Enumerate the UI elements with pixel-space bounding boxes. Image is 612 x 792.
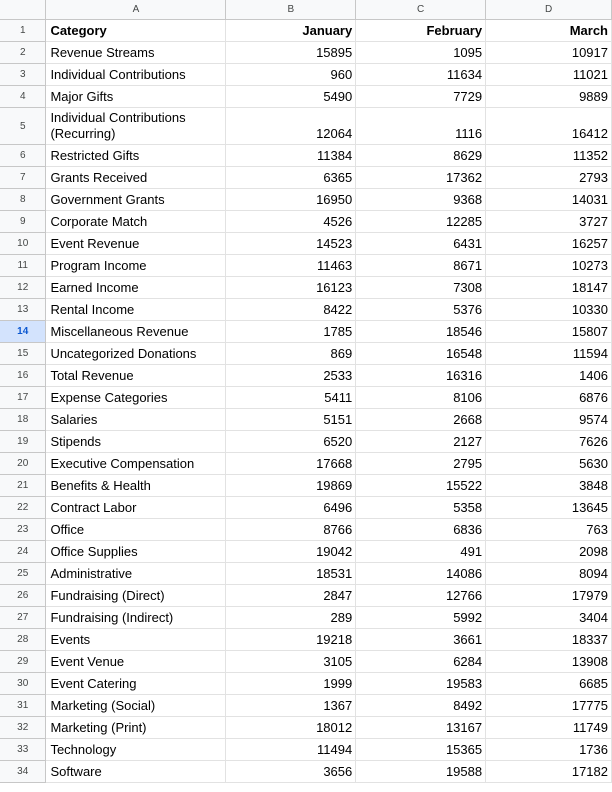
- cell-category[interactable]: Restricted Gifts: [46, 145, 226, 167]
- cell-january[interactable]: 16950: [226, 189, 356, 211]
- cell-category[interactable]: Program Income: [46, 255, 226, 277]
- cell-february[interactable]: 11634: [356, 64, 486, 86]
- table-row: [0, 299, 612, 321]
- table-row: [0, 563, 612, 585]
- row-number[interactable]: 17: [0, 387, 46, 409]
- cell-category[interactable]: Salaries: [46, 409, 226, 431]
- cell-march[interactable]: 10917: [486, 42, 612, 64]
- table-row: [0, 86, 612, 108]
- cell-january[interactable]: 19869: [226, 475, 356, 497]
- table-row: [0, 673, 612, 695]
- cell-category[interactable]: Corporate Match: [46, 211, 226, 233]
- cell-march[interactable]: 2098: [486, 541, 612, 563]
- header-cell-january[interactable]: January: [226, 20, 356, 42]
- cell-category[interactable]: Technology: [46, 739, 226, 761]
- row-number[interactable]: 32: [0, 717, 46, 739]
- row-number[interactable]: 26: [0, 585, 46, 607]
- row-number[interactable]: 31: [0, 695, 46, 717]
- cell-category[interactable]: Office: [46, 519, 226, 541]
- cell-category[interactable]: Total Revenue: [46, 365, 226, 387]
- cell-march[interactable]: 6685: [486, 673, 612, 695]
- cell-march[interactable]: 13908: [486, 651, 612, 673]
- cell-january[interactable]: 16123: [226, 277, 356, 299]
- cell-category[interactable]: Individual Contributions: [46, 64, 226, 86]
- cell-february[interactable]: 3661: [356, 629, 486, 651]
- cell-march[interactable]: 16257: [486, 233, 612, 255]
- cell-february[interactable]: 1116: [356, 108, 486, 145]
- cell-march[interactable]: 16412: [486, 108, 612, 145]
- cell-category[interactable]: Individual Contributions (Recurring): [46, 108, 226, 145]
- sheet-body: [0, 20, 612, 783]
- row-number[interactable]: 10: [0, 233, 46, 255]
- cell-february[interactable]: 6431: [356, 233, 486, 255]
- row-number[interactable]: 21: [0, 475, 46, 497]
- cell-march[interactable]: 18147: [486, 277, 612, 299]
- table-row: [0, 42, 612, 64]
- cell-february[interactable]: 12285: [356, 211, 486, 233]
- row-number[interactable]: 9: [0, 211, 46, 233]
- cell-march[interactable]: 17182: [486, 761, 612, 783]
- cell-category[interactable]: Software: [46, 761, 226, 783]
- table-row: [0, 189, 612, 211]
- cell-january[interactable]: 4526: [226, 211, 356, 233]
- cell-january[interactable]: 6520: [226, 431, 356, 453]
- row-number[interactable]: 29: [0, 651, 46, 673]
- row-number[interactable]: 20: [0, 453, 46, 475]
- cell-march[interactable]: 11352: [486, 145, 612, 167]
- cell-february[interactable]: 12766: [356, 585, 486, 607]
- row-number[interactable]: 5: [0, 108, 46, 145]
- table-row: [0, 387, 612, 409]
- cell-january[interactable]: 1785: [226, 321, 356, 343]
- cell-january[interactable]: 5411: [226, 387, 356, 409]
- cell-january[interactable]: 2533: [226, 365, 356, 387]
- cell-january[interactable]: 960: [226, 64, 356, 86]
- cell-category[interactable]: Benefits & Health: [46, 475, 226, 497]
- cell-march[interactable]: 13645: [486, 497, 612, 519]
- table-row: [0, 365, 612, 387]
- cell-march[interactable]: 11594: [486, 343, 612, 365]
- cell-february[interactable]: 491: [356, 541, 486, 563]
- header-cell-february[interactable]: February: [356, 20, 486, 42]
- cell-march[interactable]: 8094: [486, 563, 612, 585]
- table-row: [0, 108, 612, 145]
- cell-february[interactable]: 8106: [356, 387, 486, 409]
- cell-march[interactable]: 1406: [486, 365, 612, 387]
- cell-march[interactable]: 3848: [486, 475, 612, 497]
- cell-january[interactable]: 6496: [226, 497, 356, 519]
- cell-category[interactable]: Expense Categories: [46, 387, 226, 409]
- cell-category[interactable]: Event Catering: [46, 673, 226, 695]
- cell-january[interactable]: 8422: [226, 299, 356, 321]
- cell-category[interactable]: Executive Compensation: [46, 453, 226, 475]
- cell-january[interactable]: 19042: [226, 541, 356, 563]
- cell-february[interactable]: 2668: [356, 409, 486, 431]
- row-number[interactable]: 25: [0, 563, 46, 585]
- cell-march[interactable]: 9574: [486, 409, 612, 431]
- cell-january[interactable]: 3105: [226, 651, 356, 673]
- column-header-d[interactable]: D: [486, 0, 612, 20]
- row-number[interactable]: 8: [0, 189, 46, 211]
- row-number[interactable]: 18: [0, 409, 46, 431]
- table-row: [0, 211, 612, 233]
- row-number[interactable]: 4: [0, 86, 46, 108]
- cell-category[interactable]: Event Revenue: [46, 233, 226, 255]
- row-number[interactable]: 16: [0, 365, 46, 387]
- cell-category[interactable]: Miscellaneous Revenue: [46, 321, 226, 343]
- row-number[interactable]: 30: [0, 673, 46, 695]
- cell-category[interactable]: Fundraising (Indirect): [46, 607, 226, 629]
- row-number[interactable]: 15: [0, 343, 46, 365]
- row-number[interactable]: 23: [0, 519, 46, 541]
- table-row: [0, 453, 612, 475]
- row-number[interactable]: 24: [0, 541, 46, 563]
- cell-february[interactable]: 7729: [356, 86, 486, 108]
- row-number[interactable]: 2: [0, 42, 46, 64]
- cell-category[interactable]: Events: [46, 629, 226, 651]
- cell-february[interactable]: 9368: [356, 189, 486, 211]
- cell-category[interactable]: Event Venue: [46, 651, 226, 673]
- cell-february[interactable]: 8492: [356, 695, 486, 717]
- cell-january[interactable]: 6365: [226, 167, 356, 189]
- table-row: [0, 651, 612, 673]
- cell-february[interactable]: 7308: [356, 277, 486, 299]
- cell-february[interactable]: 6836: [356, 519, 486, 541]
- cell-january[interactable]: 1999: [226, 673, 356, 695]
- cell-january[interactable]: 18531: [226, 563, 356, 585]
- column-header-row: [0, 0, 612, 20]
- table-row: [0, 431, 612, 453]
- cell-january[interactable]: 11463: [226, 255, 356, 277]
- cell-february[interactable]: 13167: [356, 717, 486, 739]
- cell-february[interactable]: 17362: [356, 167, 486, 189]
- table-row: [0, 233, 612, 255]
- table-row: [0, 475, 612, 497]
- table-row: [0, 64, 612, 86]
- table-row: [0, 343, 612, 365]
- cell-march[interactable]: 7626: [486, 431, 612, 453]
- cell-january[interactable]: 15895: [226, 42, 356, 64]
- cell-february[interactable]: 5376: [356, 299, 486, 321]
- cell-category[interactable]: Office Supplies: [46, 541, 226, 563]
- cell-january[interactable]: 5490: [226, 86, 356, 108]
- cell-march[interactable]: 18337: [486, 629, 612, 651]
- row-number[interactable]: 34: [0, 761, 46, 783]
- cell-category[interactable]: Stipends: [46, 431, 226, 453]
- table-row: [0, 607, 612, 629]
- table-row: [0, 497, 612, 519]
- cell-category[interactable]: Marketing (Social): [46, 695, 226, 717]
- cell-march[interactable]: 2793: [486, 167, 612, 189]
- cell-march[interactable]: 9889: [486, 86, 612, 108]
- table-row: [0, 321, 612, 343]
- cell-january[interactable]: 17668: [226, 453, 356, 475]
- table-row: [0, 585, 612, 607]
- cell-march[interactable]: 1736: [486, 739, 612, 761]
- table-row: [0, 739, 612, 761]
- cell-category[interactable]: Administrative: [46, 563, 226, 585]
- cell-march[interactable]: 11749: [486, 717, 612, 739]
- cell-march[interactable]: 10273: [486, 255, 612, 277]
- cell-category[interactable]: Uncategorized Donations: [46, 343, 226, 365]
- cell-january[interactable]: 869: [226, 343, 356, 365]
- row-number[interactable]: 14: [0, 321, 46, 343]
- cell-february[interactable]: 5992: [356, 607, 486, 629]
- row-number[interactable]: 33: [0, 739, 46, 761]
- cell-february[interactable]: 6284: [356, 651, 486, 673]
- table-row: [0, 167, 612, 189]
- cell-march[interactable]: 3727: [486, 211, 612, 233]
- header-cell-march[interactable]: March: [486, 20, 612, 42]
- row-number[interactable]: 19: [0, 431, 46, 453]
- cell-category[interactable]: Contract Labor: [46, 497, 226, 519]
- cell-january[interactable]: 11384: [226, 145, 356, 167]
- cell-march[interactable]: 17775: [486, 695, 612, 717]
- table-row: [0, 629, 612, 651]
- cell-february[interactable]: 19583: [356, 673, 486, 695]
- cell-january[interactable]: 289: [226, 607, 356, 629]
- cell-january[interactable]: 19218: [226, 629, 356, 651]
- cell-january[interactable]: 8766: [226, 519, 356, 541]
- table-row: [0, 145, 612, 167]
- cell-january[interactable]: 18012: [226, 717, 356, 739]
- table-row: [0, 277, 612, 299]
- cell-category[interactable]: Rental Income: [46, 299, 226, 321]
- cell-february[interactable]: 16316: [356, 365, 486, 387]
- cell-march[interactable]: 763: [486, 519, 612, 541]
- row-number[interactable]: 6: [0, 145, 46, 167]
- cell-category[interactable]: Government Grants: [46, 189, 226, 211]
- table-header-row: [0, 20, 612, 42]
- cell-january[interactable]: 3656: [226, 761, 356, 783]
- cell-february[interactable]: 19588: [356, 761, 486, 783]
- cell-category[interactable]: Major Gifts: [46, 86, 226, 108]
- cell-january[interactable]: 1367: [226, 695, 356, 717]
- cell-january[interactable]: 11494: [226, 739, 356, 761]
- cell-category[interactable]: Grants Received: [46, 167, 226, 189]
- table-row: [0, 717, 612, 739]
- row-number[interactable]: 27: [0, 607, 46, 629]
- table-row: [0, 541, 612, 563]
- row-number[interactable]: 22: [0, 497, 46, 519]
- cell-february[interactable]: 14086: [356, 563, 486, 585]
- cell-february[interactable]: 15522: [356, 475, 486, 497]
- row-number[interactable]: 12: [0, 277, 46, 299]
- row-number[interactable]: 28: [0, 629, 46, 651]
- table-row: [0, 409, 612, 431]
- cell-february[interactable]: 2127: [356, 431, 486, 453]
- column-header-a[interactable]: A: [46, 0, 226, 20]
- cell-march[interactable]: 14031: [486, 189, 612, 211]
- cell-march[interactable]: 6876: [486, 387, 612, 409]
- cell-march[interactable]: 3404: [486, 607, 612, 629]
- row-number[interactable]: 7: [0, 167, 46, 189]
- cell-category[interactable]: Fundraising (Direct): [46, 585, 226, 607]
- cell-february[interactable]: 1095: [356, 42, 486, 64]
- table-row: [0, 761, 612, 783]
- row-number[interactable]: 1: [0, 20, 46, 42]
- cell-march[interactable]: 11021: [486, 64, 612, 86]
- cell-february[interactable]: 15365: [356, 739, 486, 761]
- header-cell-category[interactable]: Category: [46, 20, 226, 42]
- select-all-corner[interactable]: [0, 0, 46, 20]
- table-row: [0, 519, 612, 541]
- cell-january[interactable]: 5151: [226, 409, 356, 431]
- column-header-b[interactable]: B: [226, 0, 356, 20]
- cell-category[interactable]: Marketing (Print): [46, 717, 226, 739]
- row-number[interactable]: 11: [0, 255, 46, 277]
- cell-march[interactable]: 17979: [486, 585, 612, 607]
- cell-category[interactable]: Earned Income: [46, 277, 226, 299]
- row-number[interactable]: 13: [0, 299, 46, 321]
- table-row: [0, 255, 612, 277]
- cell-january[interactable]: 2847: [226, 585, 356, 607]
- cell-march[interactable]: 15807: [486, 321, 612, 343]
- cell-january[interactable]: 12064: [226, 108, 356, 145]
- row-number[interactable]: 3: [0, 64, 46, 86]
- cell-february[interactable]: 2795: [356, 453, 486, 475]
- cell-february[interactable]: 5358: [356, 497, 486, 519]
- cell-february[interactable]: 16548: [356, 343, 486, 365]
- cell-march[interactable]: 5630: [486, 453, 612, 475]
- cell-february[interactable]: 8629: [356, 145, 486, 167]
- cell-category[interactable]: Revenue Streams: [46, 42, 226, 64]
- cell-january[interactable]: 14523: [226, 233, 356, 255]
- column-header-c[interactable]: C: [356, 0, 486, 20]
- cell-february[interactable]: 8671: [356, 255, 486, 277]
- cell-march[interactable]: 10330: [486, 299, 612, 321]
- table-row: [0, 695, 612, 717]
- cell-february[interactable]: 18546: [356, 321, 486, 343]
